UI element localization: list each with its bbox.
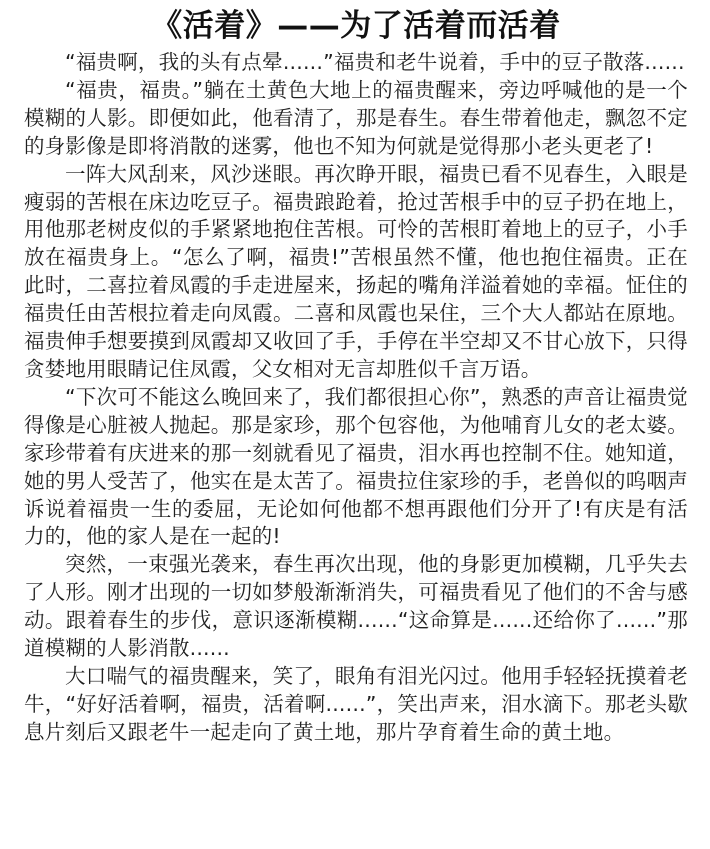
paragraph-6: 大口喘气的福贵醒来，笑了，眼角有泪光闪过。他用手轻轻抚摸着老牛，“好好活着啊，福贵，活着啊......”，笑出声来，泪水滴下。那老头歇息片刻后又跟老牛一起走向了黄土地，那片孕育着生命的黄土地。 — [24, 663, 688, 744]
paragraph-5: 突然，一束强光袭来，春生再次出现，他的身影更加模糊，几乎失去了人形。刚才出现的一切如梦般渐渐消失，可福贵看见了他们的不舍与感动。跟着春生的步伐，意识逐渐模糊......“这命算是......还给你了......”那道模糊的人影消散...... — [24, 552, 688, 661]
paragraph-1: “福贵啊，我的头有点晕......”福贵和老牛说着，手中的豆子散落...... — [65, 50, 685, 74]
document-body — [24, 49, 688, 747]
paragraph-3: 一阵大风刮来，风沙迷眼。再次睁开眼，福贵已看不见春生，入眼是瘦弱的苦根在床边吃豆子。福贵踉跄着，抢过苦根手中的豆子扔在地上，用他那老树皮似的手紧紧地抱住苦根。可怜的苦根盯着地上的豆子，小手放在福贵身上。“怎么了啊，福贵!”苦根虽然不懂，他也抱住福贵。正在此时，二喜拉着凤霞的手走进屋来，扬起的嘴角洋溢着她的幸福。怔住的福贵任由苦根拉着走向凤霞。二喜和凤霞也呆住，三个大人都站在原地。福贵伸手想要摸到凤霞却又收回了手，手停在半空却又不甘心放下，只得贪婪地用眼睛记住凤霞，父女相对无言却胜似千言万语。 — [24, 161, 688, 381]
paragraph-4: “下次可不能这么晚回来了，我们都很担心你”，熟悉的声音让福贵觉得像是心脏被人抛起。那是家珍，那个包容他，为他哺育儿女的老太婆。家珍带着有庆进来的那一刻就看见了福贵，泪水再也控制不住。她知道，她的男人受苦了，他实在是太苦了。福贵拉住家珍的手，老兽似的呜咽声诉说着福贵一生的委屈，无论如何他都不想再跟他们分开了!有庆是有活力的，他的家人是在一起的! — [24, 384, 688, 549]
paragraph-2: “福贵，福贵。”躺在土黄色大地上的福贵醒来，旁边呼喊他的是一个模糊的人影。即便如此，他看清了，那是春生。春生带着他走，飘忽不定的身影像是即将消散的迷雾，他也不知为何就是觉得那小老头更老了! — [24, 77, 688, 158]
document-title: 《活着》——为了活着而活着 — [151, 8, 561, 44]
